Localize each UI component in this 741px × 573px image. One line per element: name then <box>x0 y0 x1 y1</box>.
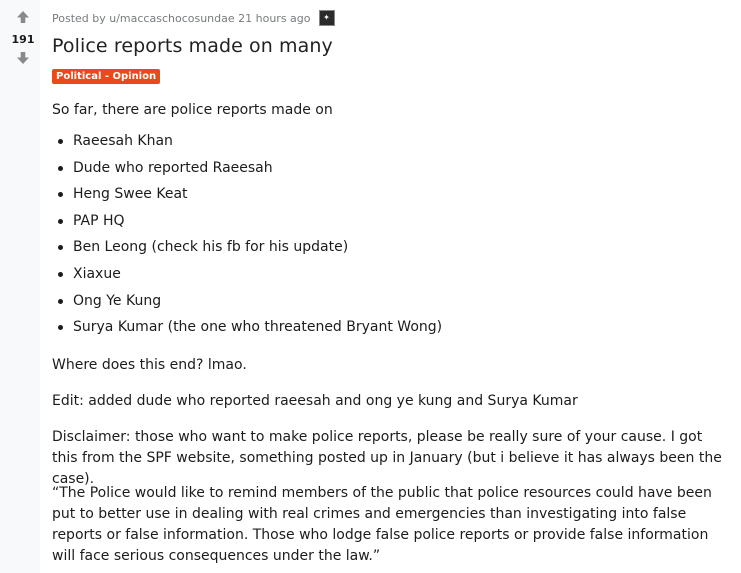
vote-score: 191 <box>11 33 35 46</box>
vote-column <box>0 0 40 573</box>
post-meta-text[interactable]: Posted by u/maccaschocosundae 21 hours ago <box>52 11 311 25</box>
list-item: Ben Leong (check his fb for his update) <box>73 237 348 258</box>
downvote-arrow-icon[interactable] <box>16 51 30 65</box>
list-item: PAP HQ <box>73 211 125 232</box>
upvote-arrow-icon[interactable] <box>16 10 30 24</box>
list-item: Surya Kumar (the one who threatened Bryant Wong) <box>73 317 442 338</box>
intro-paragraph: So far, there are police reports made on <box>52 102 333 118</box>
list-item: Raeesah Khan <box>73 131 173 152</box>
list-item: Heng Swee Keat <box>73 184 188 205</box>
paragraph-edit: Edit: added dude who reported raeesah and ong ye kung and Surya Kumar <box>52 393 578 409</box>
list-item: Dude who reported Raeesah <box>73 158 273 179</box>
paragraph-quote: “The Police would like to remind members of the public that police resources could have been put to better use in dealing with real crimes and emergencies than investigating into false reports or false information. Those who lodge false police reports or provide false information will face serious consequences under the law.” <box>52 485 712 564</box>
paragraph-disclaimer: Disclaimer: those who want to make police reports, please be really sure of your cause. I got this from the SPF website, something posted up in January (but i believe it has always been the case). <box>52 429 722 487</box>
list-item: Ong Ye Kung <box>73 291 161 312</box>
paragraph-where: Where does this end? lmao. <box>52 357 247 373</box>
list-item: Xiaxue <box>73 264 121 285</box>
post-meta <box>52 10 335 26</box>
post-flair[interactable]: Political - Opinion <box>52 69 160 84</box>
post-title[interactable]: Police reports made on many <box>52 35 333 57</box>
award-icon[interactable]: ✦ <box>319 10 335 26</box>
